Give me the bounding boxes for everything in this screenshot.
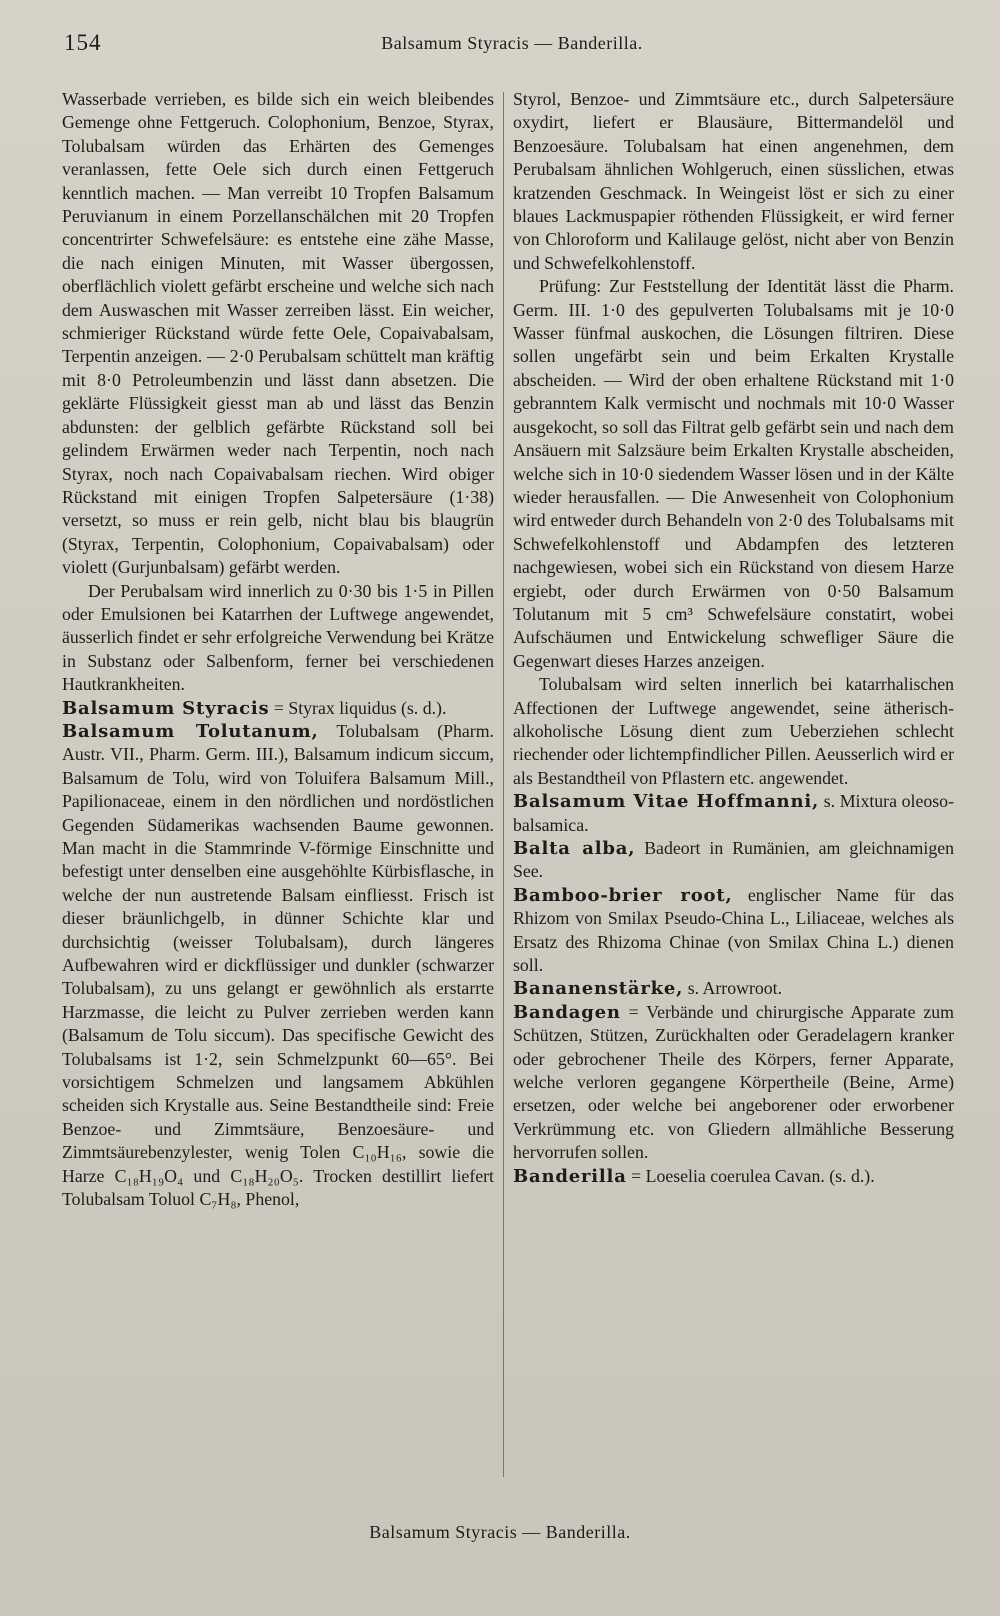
headword: Bamboo-brier root, <box>513 884 733 906</box>
entry-bandagen <box>513 1001 954 1165</box>
headword: Bandagen <box>513 1001 621 1023</box>
page-footer: Balsamum Styracis — Banderilla. <box>369 1522 631 1542</box>
entry-bamboo-brier-root <box>513 884 954 978</box>
entry-banderilla <box>513 1165 954 1188</box>
entry-text: = Loeselia coerulea Cavan. (s. d.). <box>626 1165 875 1186</box>
running-title: Balsamum Styracis — Banderilla. <box>381 33 643 53</box>
entry-text: s. Arrowroot. <box>683 978 783 999</box>
entry-balsamum-tolutanum <box>62 720 494 1212</box>
page-number: 154 <box>64 30 102 55</box>
headword: Bananenstärke, <box>513 978 684 1000</box>
paragraph-tolubalsam-properties: Styrol, Benzoe- und Zimmtsäure etc., durch Salpetersäure oxydirt, liefert er Blausäure, Bittermandelöl und Benzoesäure. Tolubalsam hat einen angenehmen, dem Perubalsam ähnlichen Wohlgeruch, einen süsslichen, etwas kratzenden Geschmack. In Weingeist löst er sich zu einer blaues Lackmuspapier röthenden Flüssigkeit, er wird ferner von Chloroform und Kalilauge gelöst, nicht aber von Benzin und Schwefelkohlenstoff. <box>513 89 954 273</box>
column-divider <box>503 92 504 1477</box>
entry-text: s. Mixtura oleoso-balsamica. <box>513 791 954 835</box>
right-column <box>513 88 954 1188</box>
entry-bananenstaerke <box>513 977 954 1000</box>
paragraph-perubalsam-use: Der Perubalsam wird innerlich zu 0·30 bis 1·5 in Pillen oder Emulsionen bei Katarrhen der Luftwege angewendet, äusserlich findet er sehr erfolgreiche Verwendung bei Krätze in Substanz oder Salbenform, ferner bei verschiedenen Hautkrankheiten. <box>62 580 494 695</box>
headword: Balta alba, <box>513 838 636 859</box>
headword: Balsamum Vitae Hoffmanni, <box>513 791 820 813</box>
entry-balsamum-vitae-hoffmanni <box>513 790 954 837</box>
entry-text: = Styrax liquidus (s. d.). <box>269 697 447 718</box>
entry-text: englischer Name für das Rhizom von Smilax Pseudo-China L., Liliaceae, welches als Ersatz des Rhizoma Chinae (von Smilax China L.) dienen soll. <box>513 884 954 976</box>
headword: Balsamum Styracis <box>62 697 270 719</box>
paragraph-tolubalsam-pruefung: Prüfung: Zur Feststellung der Identität lässt die Pharm. Germ. III. 1·0 des gepulverten Tolubalsams mit je 10·0 Wasser fünfmal auskochen, die Lösungen filtriren. Diese sollen ungefärbt sein und beim Erkalten Krystalle abscheiden. — Wird der oben erhaltene Rückstand mit 1·0 gebranntem Kalk vermischt und nochmals mit 10·0 Wasser ausgekocht, so soll das Filtrat gelb gefärbt sein und nach dem Ansäuern mit Salzsäure beim Erkalten Krystalle abscheiden, welche sich in 10·0 siedendem Wasser lösen und in der Kälte wieder herausfallen. — Die Anwesenheit von Colophonium wird entweder durch Behandeln von 2·0 des Tolubalsams mit Schwefelkohlenstoff und Abdampfen des letzteren nachgewiesen, wobei sich ein Rückstand von diesem Harze ergiebt, oder durch Erwärmen von 0·50 Balsamum Tolutanum mit 5 cm³ Schwefelsäure constatirt, wobei Aufschäumen und Entwickelung schwefliger Säure die Gegenwart dieses Harzes anzeigen. <box>513 276 954 671</box>
paragraph-tolubalsam-use: Tolubalsam wird selten innerlich bei katarrhalischen Affectionen der Luftwege angewendet, seine ätherisch-alkoholische Lösung dient zum Ueberziehen schlecht riechender oder lichtempfindlicher Pillen. Aeusserlich wird er als Bestandtheil von Pflastern etc. angewendet. <box>513 674 954 788</box>
page-header <box>64 30 960 60</box>
entry-text: = Verbände und chirurgische Apparate zum Schützen, Stützen, Zurückhalten oder Geradelagern kranker oder gebrochener Theile des Körpers, ferner Apparate, welche verloren gegangene Körpertheile (Beine, Arme) ersetzen, oder welche bei angeborener oder erworbener Verkrümmung etc. von Gliedern allmähliche Besserung hervorrufen sollen. <box>513 1001 954 1163</box>
entry-text: Badeort in Rumänien, am gleichnamigen See. <box>513 838 954 882</box>
entry-balsamum-styracis <box>62 697 494 720</box>
entry-text: Tolubalsam (Pharm. Austr. VII., Pharm. Germ. III.), Balsamum indicum siccum, Balsamum de Tolu, wird von Toluifera Balsamum Mill., Papilionaceae, einem in den nördlichen und nordöstlichen Gegenden Südamerikas wachsenden Baume gewonnen. Man macht in die Stammrinde V-förmige Einschnitte und befestigt unter denselben eine ausgehöhlte Kürbisflasche, in welche der nun austretende Balsam einfliesst. Frisch ist dieser bräunlichgelb, in dünner Schichte klar und durchsichtig (weisser Tolubalsam), durch längeres Aufbewahren wird er dickflüssiger und dunkler (schwarzer Tolubalsam), zu uns gelangt er gewöhnlich als erstarrte Harzmasse, die leicht zu Pulver zerrieben werden kann (Balsamum de Tolu siccum). Das specifische Gewicht des Tolubalsams ist 1·2, sein Schmelzpunkt 60—65°. Bei vorsichtigem Schmelzen und langsamem Abkühlen scheiden sich Krystalle aus. Seine Bestandtheile sind: Freie Benzoe- und Zimmtsäure, Benzoesäure- und Zimmtsäurebenzylester, wenig Tolen C₁₀H₁₆, sowie die Harze C₁₈H₁₉O₄ und C₁₈H₂₀O₅. Trocken destillirt liefert Tolubalsam Toluol C₇H₈, Phenol, <box>62 720 494 1210</box>
paragraph-perubalsam-tests: Wasserbade verrieben, es bilde sich ein weich bleibendes Gemenge ohne Fettgeruch. Colophonium, Benzoe, Styrax, Tolubalsam würden das Erhärten des Gemenges veranlassen, fette Oele sich durch einen Fettgeruch kenntlich machen. — Man verreibt 10 Tropfen Balsamum Peruvianum in einem Porzellanschälchen mit 20 Tropfen concentrirter Schwefelsäure: es entstehe eine zähe Masse, die nach einigen Minuten, mit Wasser übergossen, oberflächlich violett gefärbt erscheine und welche sich nach dem Auswaschen mit Wasser zerreiben lässt. Ein weicher, schmieriger Rückstand würde fette Oele, Copaivabalsam, Terpentin anzeigen. — 2·0 Perubalsam schüttelt man kräftig mit 8·0 Petroleumbenzin und lässt dann absetzen. Die geklärte Flüssigkeit giesst man ab und lässt das Benzin abdunsten: der gelblich gefärbte Rückstand soll bei gelindem Erwärmen weder nach Terpentin, noch nach Styrax, noch nach Copaivabalsam riechen. Wird obiger Rückstand mit einigen Tropfen Salpetersäure (1·38) versetzt, so muss er rein gelb, nicht blau bis blaugrün (Styrax, Terpentin, Colophonium, Copaivabalsam) oder violett (Gurjunbalsam) gefärbt werden. <box>62 89 494 578</box>
entry-balta-alba <box>513 837 954 884</box>
left-column <box>62 88 494 1212</box>
headword: Banderilla <box>513 1165 627 1187</box>
headword: Balsamum Tolutanum, <box>62 720 319 742</box>
